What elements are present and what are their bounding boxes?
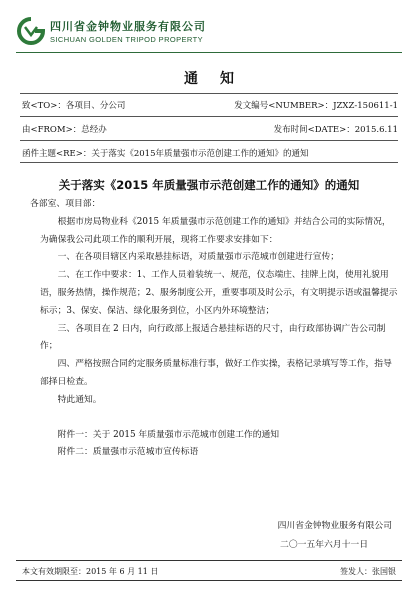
meta-subject: 函件主题<RE>：关于落实《2015年质量强市示范创建工作的通知》的通知: [22, 149, 309, 159]
meta-from: 由<FROM>：总经办: [22, 125, 107, 135]
document-body: [30, 196, 398, 462]
body-paragraph: 三、各项目在 2 日内，向行政部上报适合悬挂标语的尺寸，由行政部协调广告公司制作；: [40, 323, 386, 352]
company-name-en: SICHUAN GOLDEN TRIPOD PROPERTY: [50, 35, 203, 44]
meta-divider: [20, 140, 398, 141]
validity-date: 本文有效期限至：2015 年 6 月 11 日: [22, 567, 159, 576]
salutation: 各部室、项目部：: [30, 199, 101, 209]
footer-divider: [16, 560, 402, 561]
meta-number: 发文编号<NUMBER>：JZXZ-150611-1: [234, 101, 398, 111]
body-paragraph: 二、在工作中要求：1、工作人员着装统一、规范，仪态端庄、挂牌上岗，使用礼貌用语，服务热情，操作规范；2、服务制度公开，重要事项及时公示，有文明提示语或温馨提示标示；3、保安、保洁、绿化服务到位，小区内外环境整洁；: [40, 270, 398, 316]
notice-title: 通知: [184, 71, 256, 87]
document-title: 关于落实《2015 年质量强市示范创建工作的通知》的通知: [58, 178, 360, 192]
meta-divider: [20, 162, 398, 163]
company-name-cn: 四川省金钟物业服务有限公司: [50, 20, 206, 33]
signing-company: 四川省金钟物业服务有限公司: [277, 521, 392, 531]
attachment-item: 附件一：关于 2015 年质量强市示范城市创建工作的通知: [57, 429, 280, 440]
body-paragraph: 四、严格按照合同约定服务质量标准行事，做好工作实操，表格记录填写等工作，指导部择日检查。: [40, 359, 392, 387]
attachment-item: 附件二：质量强市示范城市宣传标语: [57, 447, 199, 458]
body-paragraph: 一、在各项目辖区内采取悬挂标语，对质量强市示范城市创建进行宣传；: [57, 252, 340, 263]
meta-to: 致<TO>：各项目、分公司: [22, 101, 126, 111]
meta-divider: [20, 93, 398, 94]
issuer: 签发人：张国银: [340, 567, 396, 576]
footer-divider: [16, 580, 402, 581]
meta-date: 发布时间<DATE>：2015.6.11: [273, 125, 398, 135]
meta-divider: [20, 116, 398, 117]
signing-date: 二〇一五年六月十一日: [280, 540, 368, 550]
body-paragraph: 特此通知。: [57, 394, 102, 405]
company-logo-icon: [16, 16, 46, 46]
header-divider: [16, 52, 402, 53]
body-paragraph: 根据市房局物业科《2015 年质量强市示范创建工作的通知》并结合公司的实际情况，为确保我公司此项工作的顺利开展，现将工作要求安排如下：: [40, 216, 391, 245]
